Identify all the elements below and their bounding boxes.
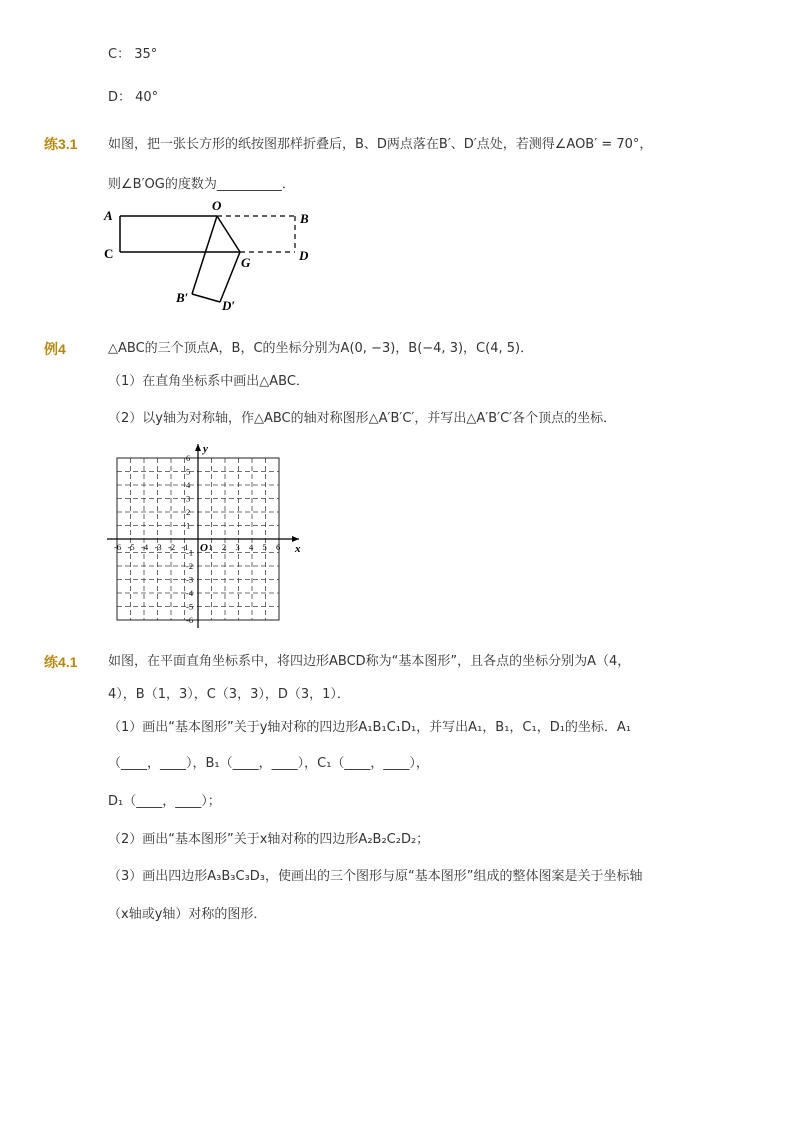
- exercise-3-1-line-1: 如图，把一张长方形的纸按图那样折叠后，B、D两点落在B′、D′点处，若测得∠AOB′ = 70°，: [108, 137, 653, 152]
- x-tick-label: 4: [249, 542, 254, 552]
- exercise-4-1-line-2: 4），B（1，3），C（3，3），D（3，1）．: [108, 687, 350, 702]
- example-4-label: 例4: [44, 341, 66, 357]
- exercise-4-1-label: 练4.1: [44, 654, 78, 670]
- exercise-4-1-line-8: （x轴或y轴）对称的图形．: [108, 907, 267, 922]
- point-c-label: C: [104, 246, 114, 261]
- x-tick-label: -1: [181, 542, 189, 552]
- origin-label: O: [200, 542, 208, 554]
- folded-rectangle-figure: [100, 196, 330, 316]
- x-tick-label: -4: [141, 542, 149, 552]
- x-axis-arrow: [292, 536, 299, 542]
- y-axis-label: y: [203, 443, 208, 455]
- exercise-4-1-line-7: （3）画出四边形A₃B₃C₃D₃，使画出的三个图形与原“基本图形”组成的整体图案是关于坐标轴: [108, 869, 643, 884]
- y-axis-arrow: [195, 444, 201, 451]
- example-4-line-1: △ABC的三个顶点A，B，C的坐标分别为A(0, −3)，B(−4, 3)，C(4, 5)．: [108, 341, 534, 356]
- point-d-prime-label: D′: [222, 298, 236, 313]
- y-tick-label: 4: [186, 480, 191, 490]
- y-tick-label: -6: [186, 615, 194, 625]
- example-4-line-2: （1）在直角坐标系中画出△ABC．: [108, 374, 309, 389]
- y-tick-label: -5: [186, 601, 194, 612]
- y-tick-label: 1: [186, 520, 191, 531]
- y-tick-label: -3: [186, 574, 194, 585]
- exercise-4-1-line-3: （1）画出“基本图形”关于y轴对称的四边形A₁B₁C₁D₁，并写出A₁，B₁，C₁，D₁的坐标．A₁: [108, 720, 632, 735]
- y-tick-label: -2: [186, 561, 194, 571]
- x-tick-label: 6: [276, 542, 281, 552]
- option-d: D： 40°: [108, 90, 159, 105]
- exercise-4-1-line-1: 如图，在平面直角坐标系中，将四边形ABCD称为“基本图形”，且各点的坐标分别为A（4，: [108, 654, 631, 669]
- y-tick-label: 3: [186, 493, 191, 504]
- exercise-3-1-line-2: 则∠B′OG的度数为__________．: [108, 177, 295, 192]
- exercise-4-1-line-5: D₁（____，____）；: [108, 794, 221, 809]
- x-tick-label: -5: [127, 542, 135, 552]
- y-tick-label: 5: [186, 466, 191, 477]
- x-tick-label: -6: [114, 542, 122, 552]
- coordinate-grid: [100, 432, 310, 628]
- x-tick-label: 5: [262, 542, 267, 552]
- x-tick-label: -2: [168, 542, 176, 552]
- x-tick-label: 3: [235, 542, 240, 552]
- y-tick-label: 6: [186, 453, 191, 463]
- point-a-label: A: [104, 208, 113, 223]
- exercise-4-1-line-6: （2）画出“基本图形”关于x轴对称的四边形A₂B₂C₂D₂；: [108, 832, 430, 847]
- point-o-label: O: [212, 198, 222, 213]
- point-b-label: B: [300, 211, 309, 226]
- example-4-line-3: （2）以y轴为对称轴，作△ABC的轴对称图形△A′B′C′，并写出△A′B′C′各个顶点的坐标．: [108, 411, 617, 426]
- x-tick-label: -3: [154, 542, 162, 552]
- y-tick-label: 2: [186, 507, 191, 517]
- y-tick-label: -1: [186, 547, 194, 558]
- x-tick-label: 1: [208, 542, 213, 552]
- x-axis-label: x: [295, 543, 301, 555]
- y-tick-label: -4: [186, 588, 194, 598]
- point-d-label: D: [299, 248, 309, 263]
- exercise-3-1-label: 练3.1: [44, 136, 78, 152]
- point-g-label: G: [241, 255, 251, 270]
- x-tick-label: 2: [222, 542, 227, 552]
- option-c: C： 35°: [108, 47, 158, 62]
- exercise-4-1-line-4: （____，____），B₁（____，____），C₁（____，____），: [108, 756, 429, 771]
- point-b-prime-label: B′: [176, 290, 189, 305]
